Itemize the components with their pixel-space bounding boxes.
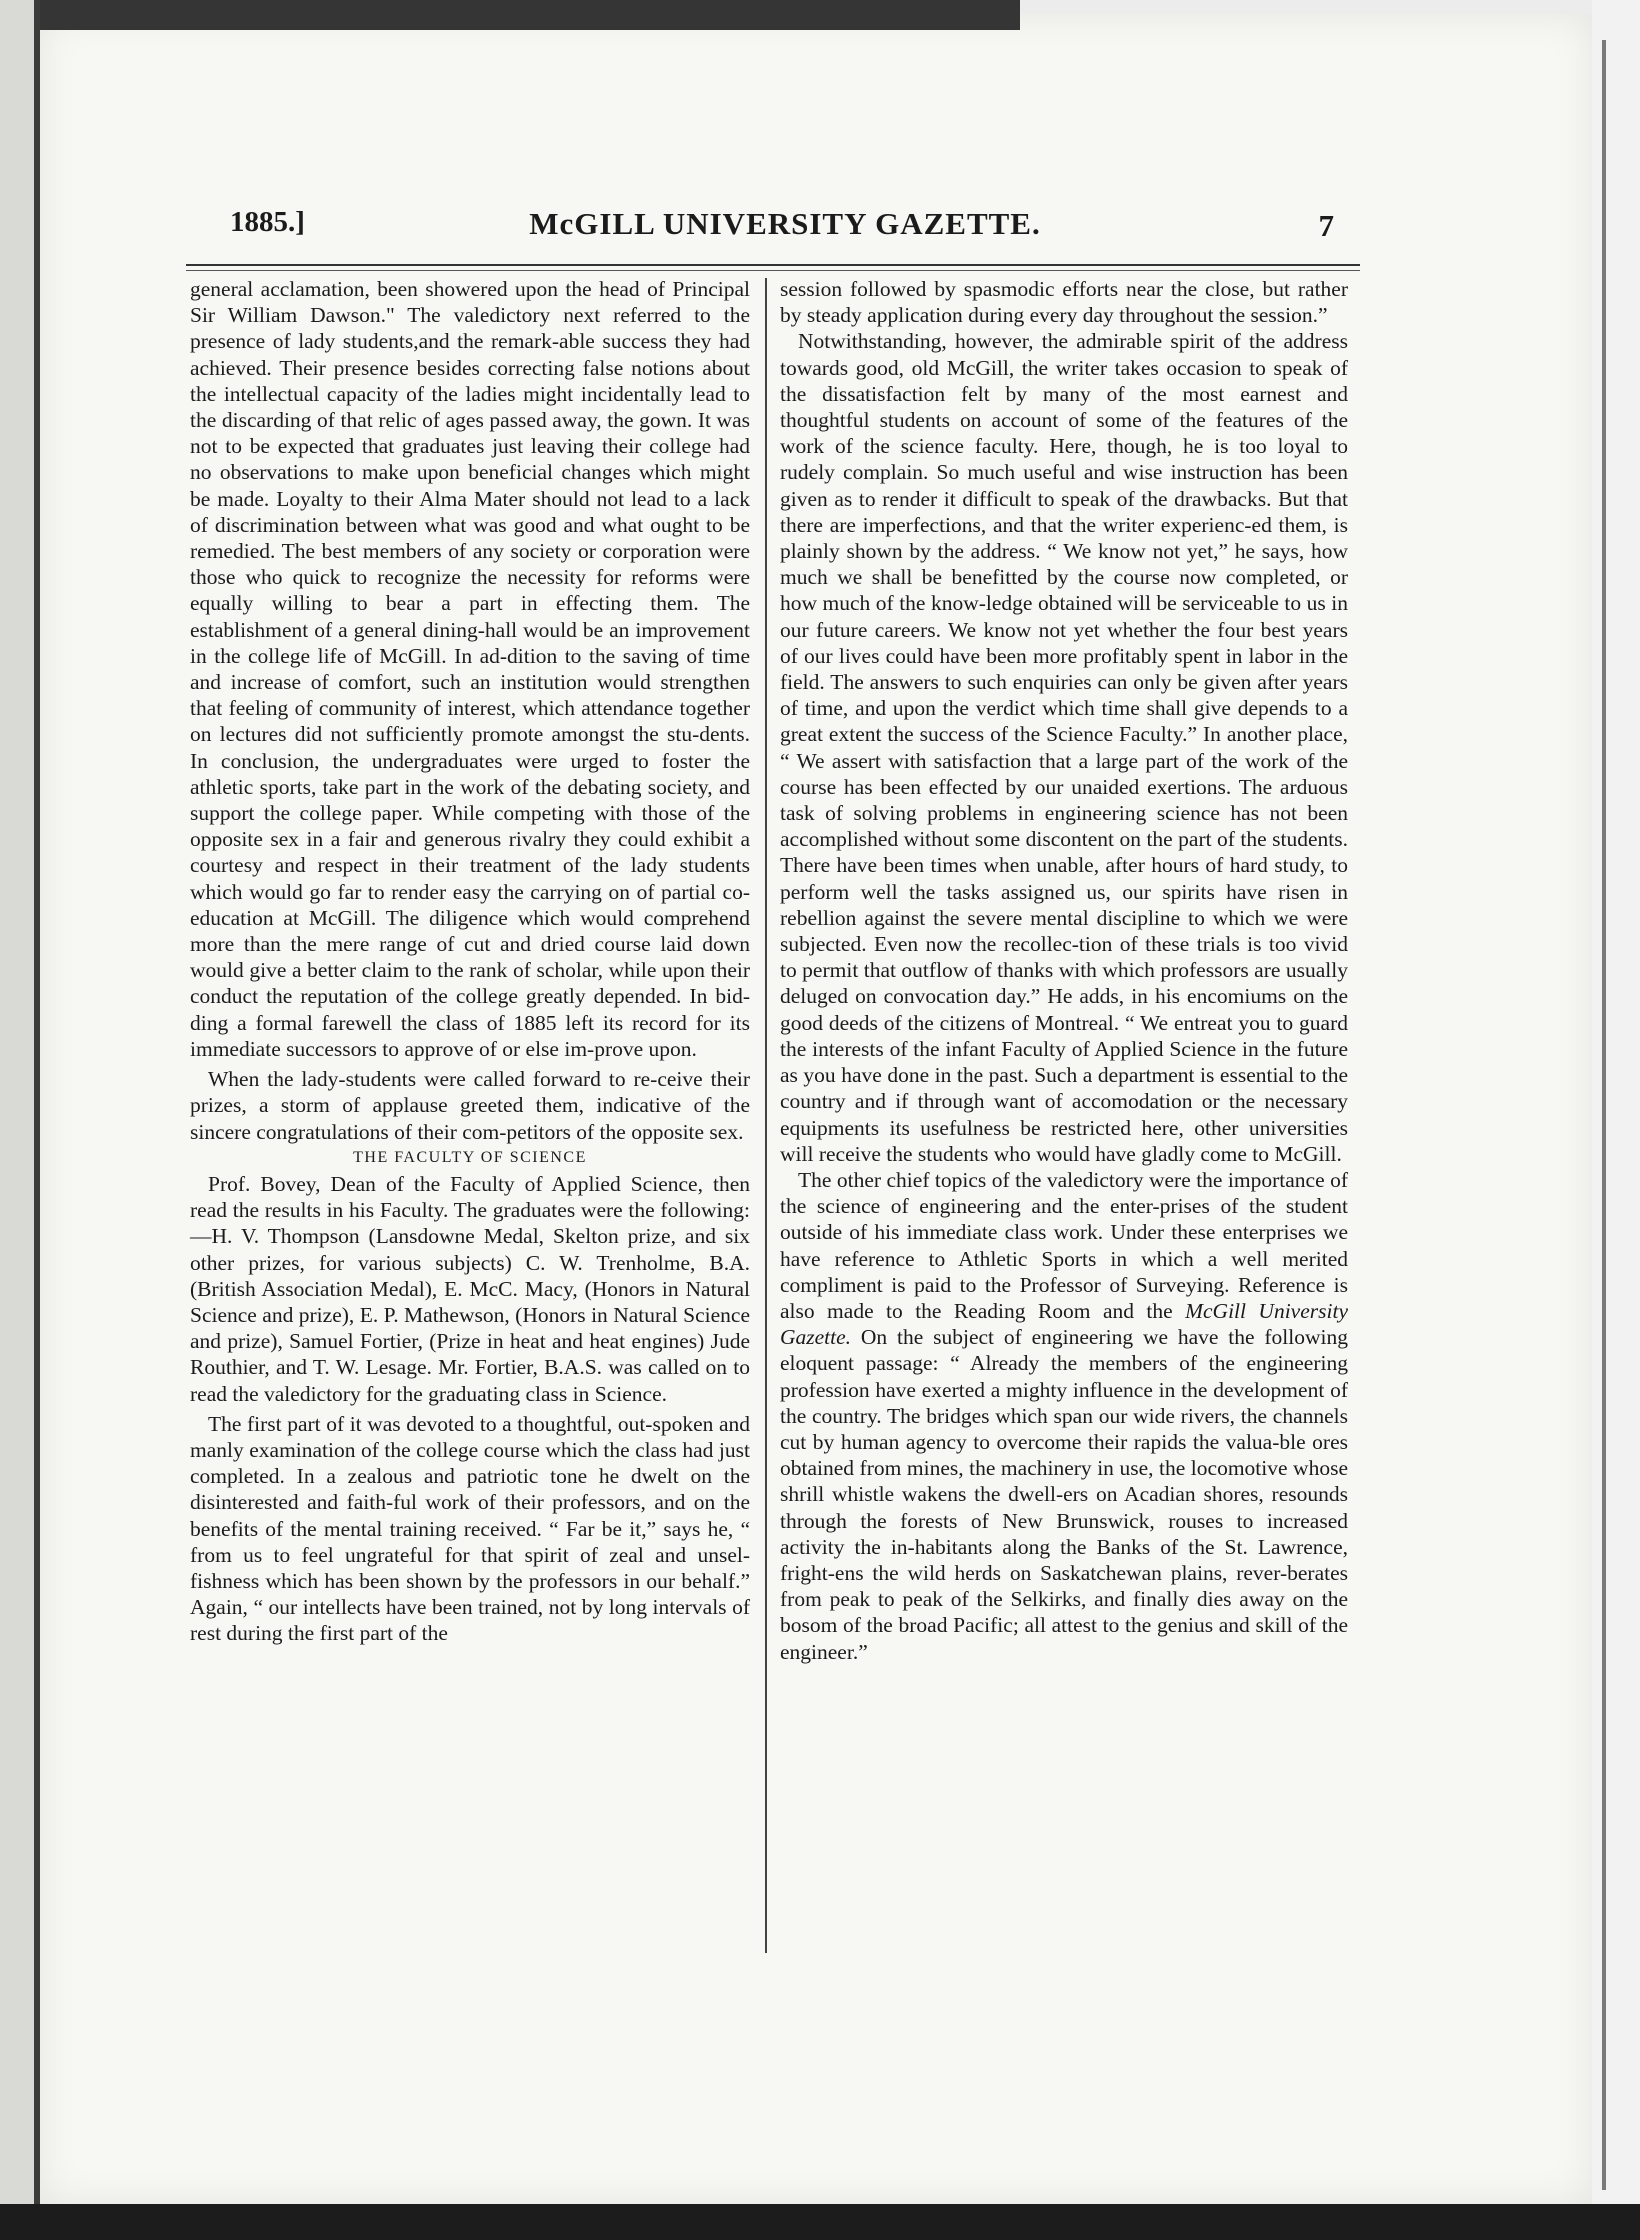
right-column: [780, 276, 1348, 1665]
header-page-number: 7: [1318, 208, 1334, 243]
right-paragraph-2: Notwithstanding, however, the admirable spirit of the address towards good, old McGill, the writer takes occasion to speak of the dissatisfaction felt by many of the most earnest and thoughtful students on account of some of the features of the work of the science faculty. Here, though, he is too loyal to rudely complain. So much useful and wise instruction has been given as to render it difficult to speak of the drawbacks. But that there are imperfections, and that the writer experienc-ed them, is plainly shown by the address. “ We know not yet,” he says, how much we shall be benefitted by the course now completed, or how much of the know-ledge obtained will be serviceable to us in our future careers. We know not yet whether the four best years of our lives could have been more profitably spent in labor in the field. The answers to such enquiries can only be given after years of time, and upon the verdict which time shall give depends to a great extent the success of the Science Faculty.” In another place, “ We assert with satisfaction that a large part of the work of the course has been effected by our unaided exertions. The arduous task of solving problems in engineering science has not been accomplished without some discontent on the part of the students. There have been times when unable, after hours of hard study, to perform well the tasks assigned us, our spirits have risen in rebellion against the severe mental discipline to which we were subjected. Even now the recollec-tion of these trials is too vivid to permit that outflow of thanks with which professors are usually deluged on convocation day.” He adds, in his encomiums on the good deeds of the citizens of Montreal. “ We entreat you to guard the interests of the infant Faculty of Applied Science in the future as you have done in the past. Such a department is essential to the country and if through want of accomodation or the necessary equipments its usefulness be restricted here, other universities will receive the students who would have gladly come to McGill.: [780, 329, 1348, 1166]
right-paragraph-3-text-a: The other chief topics of the valedictory were the importance of the science of engineering and the enter-prises of the student outside of his immediate class work. Under these enterprises we have reference to Athletic Sports in which a well merited compliment is paid to the Professor of Surveying. Reference is also made to the Reading Room and the: [780, 1167, 1348, 1323]
right-paragraph-3-text-b: On the subject of engineering we have the following eloquent passage: “ Already the members of the engineering profession have exerted a mighty influence in the development of the country. The bridges which span our wide rivers, the channels cut by human agency to overcome their rapids the valua-ble ores obtained from mines, the machinery in use, the locomotive whose shrill whistle wakens the dwell-ers on Acadian shores, resounds through the forests of New Brunswick, rouses to increased activity the in-habitants along the Banks of the St. Lawrence, fright-ens the wild herds on Saskatchewan plains, rever-berates from peak to peak of the Selkirks, and finally dies away on the bosom of the broad Pacific; all attest to the genius and skill of the engineer.”: [780, 1325, 1348, 1664]
page-edge-left: [0, 0, 40, 2240]
gazette-title-italic: McGill University Gazette.: [780, 1298, 1348, 1350]
page-header: [230, 206, 1340, 254]
scan-right-margin: [1592, 0, 1640, 2240]
column-divider: [765, 278, 767, 1953]
scan-top-shadow: [40, 0, 1020, 30]
section-heading-faculty-of-science: THE FACULTY OF SCIENCE: [353, 1148, 587, 1166]
right-paragraph-1: session followed by spasmodic efforts near the close, but rather by steady application during every day throughout the session.”: [780, 277, 1348, 328]
left-paragraph-1: general acclamation, been showered upon the head of Principal Sir William Dawson." The valedictory next referred to the presence of lady students,and the remark-able success they had achieved. Their presence besides correcting false notions about the intellectual capacity of the ladies might incidentally lead to the discarding of that relic of ages passed away, the gown. It was not to be expected that graduates just leaving their college had no observations to make upon beneficial changes which might be made. Loyalty to their Alma Mater should not lead to a lack of discrimination between what was good and what ought to be remedied. The best members of any society or corporation were those who quick to recognize the necessity for reforms were equally willing to bear a part in effecting them. The establishment of a general dining-hall would be an improvement in the college life of McGill. In ad-dition to the saving of time and increase of comfort, such an institution would strengthen that feeling of community of interest, which attendance together on lectures did not sufficiently promote amongst the stu-dents. In conclusion, the undergraduates were urged to foster the athletic sports, take part in the work of the debating society, and support the college paper. While competing with those of the opposite sex in a fair and generous rivalry they could exhibit a courtesy and respect in their treatment of the lady students which would go far to render easy the carrying on of partial co-education at McGill. The diligence which would comprehend more than the mere range of cut and dried course laid down would give a better claim to the rank of scholar, while upon their conduct the reputation of the college greatly depended. In bid-ding a formal farewell the class of 1885 left its record for its immediate successors to approve of or else im-prove upon.: [190, 277, 750, 1061]
header-year: 1885.]: [230, 206, 305, 238]
left-column: [190, 276, 750, 1647]
header-title: McGILL UNIVERSITY GAZETTE.: [529, 206, 1041, 241]
left-paragraph-4: The first part of it was devoted to a thoughtful, out-spoken and manly examination of the college course which the class had just completed. In a zealous and patriotic tone he dwelt on the disinterested and faith-ful work of their professors, and on the benefits of the mental training received. “ Far be it,” says he, “ from us to feel ungrateful for that spirit of zeal and unsel-fishness which has been shown by the professors in our behalf.” Again, “ our intellects have been trained, not by long intervals of rest during the first part of the: [190, 1411, 750, 1646]
header-rule-thin: [186, 270, 1360, 271]
right-paragraph-3: [780, 1167, 1348, 1665]
header-rule: [186, 264, 1360, 266]
left-paragraph-3: Prof. Bovey, Dean of the Faculty of Applied Science, then read the results in his Faculty. The graduates were the following:—H. V. Thompson (Lansdowne Medal, Skelton prize, and six other prizes, for various subjects) C. W. Trenholme, B.A. (British Association Medal), E. McC. Macy, (Honors in Natural Science and prize), E. P. Mathewson, (Honors in Natural Science and prize), Samuel Fortier, (Prize in heat and heat engines) Jude Routhier, and T. W. Lesage. Mr. Fortier, B.A.S. was called on to read the valedictory for the graduating class in Science.: [190, 1171, 750, 1406]
left-paragraph-2: When the lady-students were called forward to re-ceive their prizes, a storm of applause greeted them, indicative of the sincere congratulations of their com-petitors of the opposite sex.: [190, 1067, 750, 1144]
scan-bottom-margin: [0, 2204, 1640, 2240]
